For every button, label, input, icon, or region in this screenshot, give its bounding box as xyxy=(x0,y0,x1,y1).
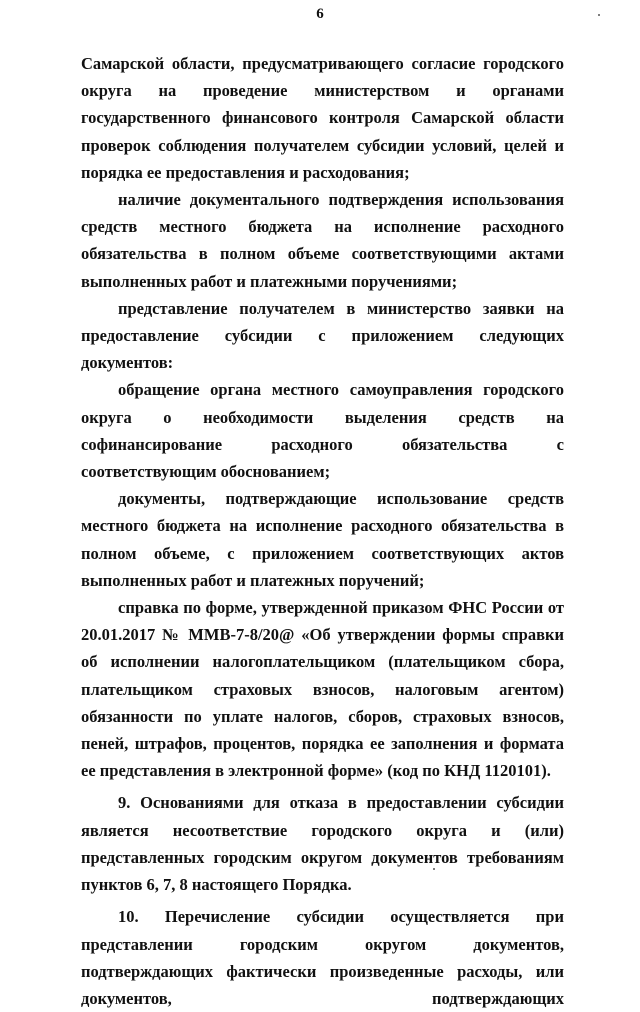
scan-speck xyxy=(598,14,600,16)
paragraph-supporting-documents: документы, подтверждающие использование средств местного бюджета на исполнение расходного обязательства в полном объеме, с приложением соответствующих актов выполненных работ и платежных поручений; xyxy=(81,489,564,590)
paragraph-tax-certificate: справка по форме, утвержденной приказом ФНС России от 20.01.2017 № ММВ-7-8/20@ «Об утверждении формы справки об исполнении налогоплательщиком (плательщиком сбора, плательщиком страховых взносов, налоговым агентом) обязанности по уплате налогов, сборов, страховых взносов, пеней, штрафов, процентов, порядка ее заполнения и формата ее представления в электронной форме» (код по КНД 1120101). xyxy=(81,598,564,781)
paragraph-local-authority-appeal: обращение органа местного самоуправления городского округа о необходимости выделения средств на софинансирование расходного обязательства с соответствующим обоснованием; xyxy=(81,380,564,482)
scan-speck xyxy=(433,868,435,870)
paragraph-documentary-confirmation: наличие документального подтверждения использования средств местного бюджета на исполнение расходного обязательства в полном объеме соответствующими актами выполненных работ и платежными поручениями; xyxy=(81,190,564,291)
paragraph-application-submission: представление получателем в министерство заявки на предоставление субсидии с приложением следующих документов: xyxy=(81,298,564,373)
paragraph-continuation: Самарской области, предусматривающего согласие городского округа на проведение министерством и органами государственного финансового контроля Самарской области проверок соблюдения получателем субсидии условий, целей и порядка ее предоставления и расходования; xyxy=(81,54,564,182)
paragraph-item-9: 9. Основаниями для отказа в предоставлении субсидии является несоответствие городского округа и (или) представленных городским округом документов требованиям пунктов 6, 7, 8 настоящего Порядка. xyxy=(81,793,564,895)
document-body xyxy=(81,50,564,1012)
page-number: 6 xyxy=(316,6,324,22)
paragraph-item-10: 10. Перечисление субсидии осуществляется при представлении городским округом документов, подтверждающих фактически произведенные расходы, или документов, подтверждающих xyxy=(81,907,564,1008)
